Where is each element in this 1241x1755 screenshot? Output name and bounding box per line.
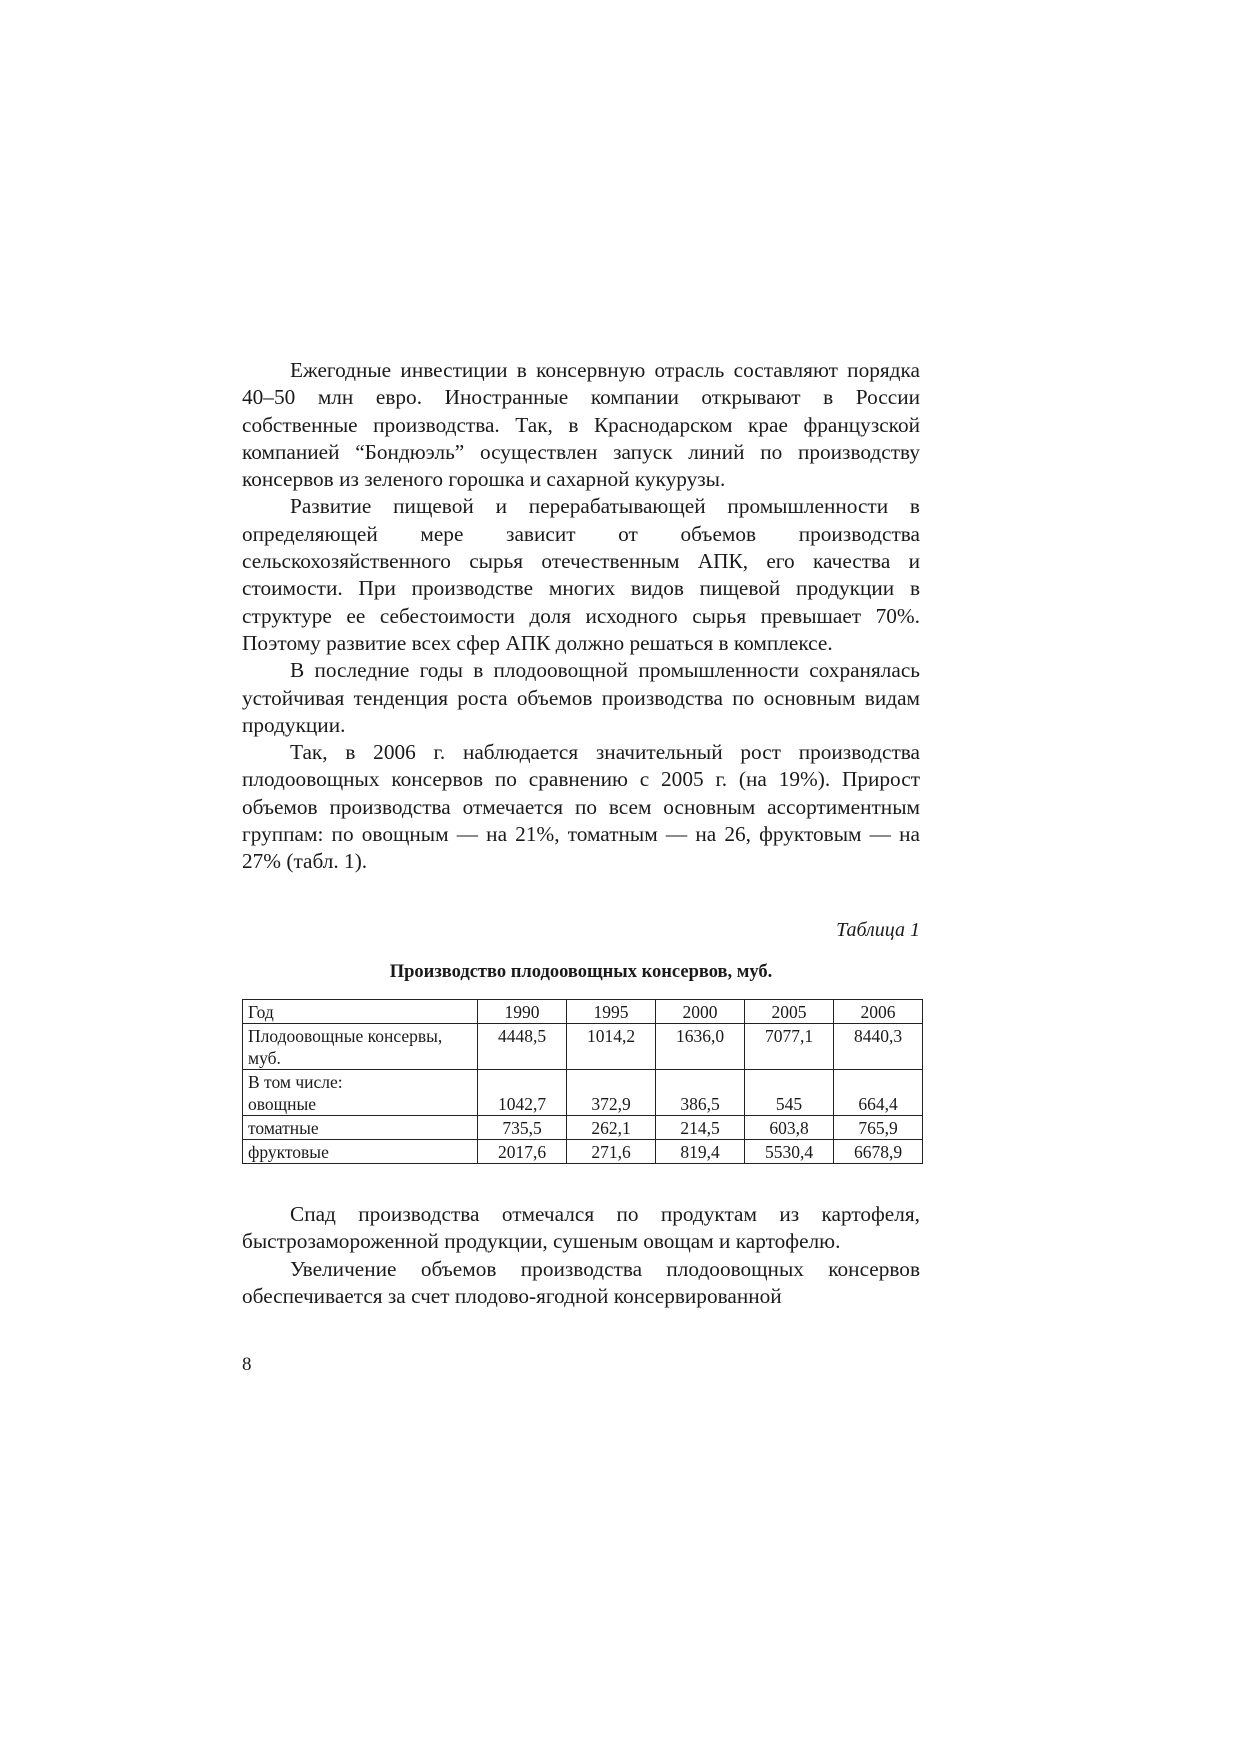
header-year: 2005 — [745, 1000, 834, 1024]
table-cell: 1636,0 — [656, 1024, 745, 1070]
row-label: Плодоовощные консервы, муб. — [243, 1024, 478, 1070]
body-text-top — [242, 357, 920, 876]
table-cell: 6678,9 — [834, 1140, 923, 1164]
table-cell: 819,4 — [656, 1140, 745, 1164]
table-cell: 8440,3 — [834, 1024, 923, 1070]
table-cell: 664,4 — [834, 1070, 923, 1116]
paragraph-increase: Увеличение объемов производства плодоовощных консервов обеспечивается за счет плодово-ягодной консервированной — [242, 1256, 920, 1308]
table-cell: 735,5 — [478, 1116, 567, 1140]
table-title: Производство плодоовощных консервов, муб. — [389, 962, 773, 982]
header-year: 1990 — [478, 1000, 567, 1024]
subgroup-label: В том числе: — [248, 1072, 343, 1092]
header-year: 2000 — [656, 1000, 745, 1024]
body-text-bottom — [242, 1201, 920, 1310]
table-cell: 1014,2 — [567, 1024, 656, 1070]
table-cell: 271,6 — [567, 1140, 656, 1164]
table-row-fruit — [243, 1140, 923, 1164]
header-year: 1995 — [567, 1000, 656, 1024]
row-label — [243, 1070, 478, 1116]
table-cell: 386,5 — [656, 1070, 745, 1116]
table-cell: 7077,1 — [745, 1024, 834, 1070]
header-year-label: Год — [243, 1000, 478, 1024]
paragraph-investments: Ежегодные инвестиции в консервную отрасль составляют порядка 40–50 млн евро. Иностранные компании открывают в России собственные производства. Так, в Краснодарском крае французской компанией “Бондюэль” осуществлен запуск линий по производству консервов из зеленого горошка и сахарной кукурузы. — [242, 358, 920, 492]
table-cell: 372,9 — [567, 1070, 656, 1116]
paragraph-industry-development: Развитие пищевой и перерабатывающей промышленности в определяющей мере зависит от объемов производства сельскохозяйственного сырья отечественным АПК, его качества и стоимости. При производстве многих видов пищевой продукции в структуре ее себестоимости доля исходного сырья превышает 70%. Поэтому развитие всех сфер АПК должно решаться в комплексе. — [242, 494, 920, 655]
table-row-tomato — [243, 1116, 923, 1140]
paragraph-decline: Спад производства отмечался по продуктам из картофеля, быстрозамороженной продукции, сушеным овощам и картофелю. — [242, 1202, 920, 1254]
row-label: томатные — [243, 1116, 478, 1140]
row-label-vegetable: овощные — [248, 1094, 317, 1114]
table-cell: 1042,7 — [478, 1070, 567, 1116]
table-cell: 545 — [745, 1070, 834, 1116]
header-year: 2006 — [834, 1000, 923, 1024]
table-cell: 603,8 — [745, 1116, 834, 1140]
table-row-total — [243, 1024, 923, 1070]
table-cell: 2017,6 — [478, 1140, 567, 1164]
paragraph-stable-trend: В последние годы в плодоовощной промышленности сохранялась устойчивая тенденция роста объемов производства по основным видам продукции. — [242, 658, 920, 737]
table-cell: 214,5 — [656, 1116, 745, 1140]
row-label: фруктовые — [243, 1140, 478, 1164]
table-cell: 5530,4 — [745, 1140, 834, 1164]
paragraph-2006-growth: Так, в 2006 г. наблюдается значительный рост производства плодоовощных консервов по сравнению с 2005 г. (на 19%). Прирост объемов производства отмечается по всем основным ассортиментным группам: по овощным — на 21%, томатным — на 26, фруктовым — на 27% (табл. 1). — [242, 740, 920, 874]
table-row-vegetable — [243, 1070, 923, 1116]
page-number: 8 — [242, 1354, 252, 1375]
table-cell: 765,9 — [834, 1116, 923, 1140]
table-number-label: Таблица 1 — [836, 919, 920, 941]
table-cell: 262,1 — [567, 1116, 656, 1140]
table-cell: 4448,5 — [478, 1024, 567, 1070]
table-header-row — [243, 1000, 923, 1024]
production-table — [242, 999, 923, 1164]
